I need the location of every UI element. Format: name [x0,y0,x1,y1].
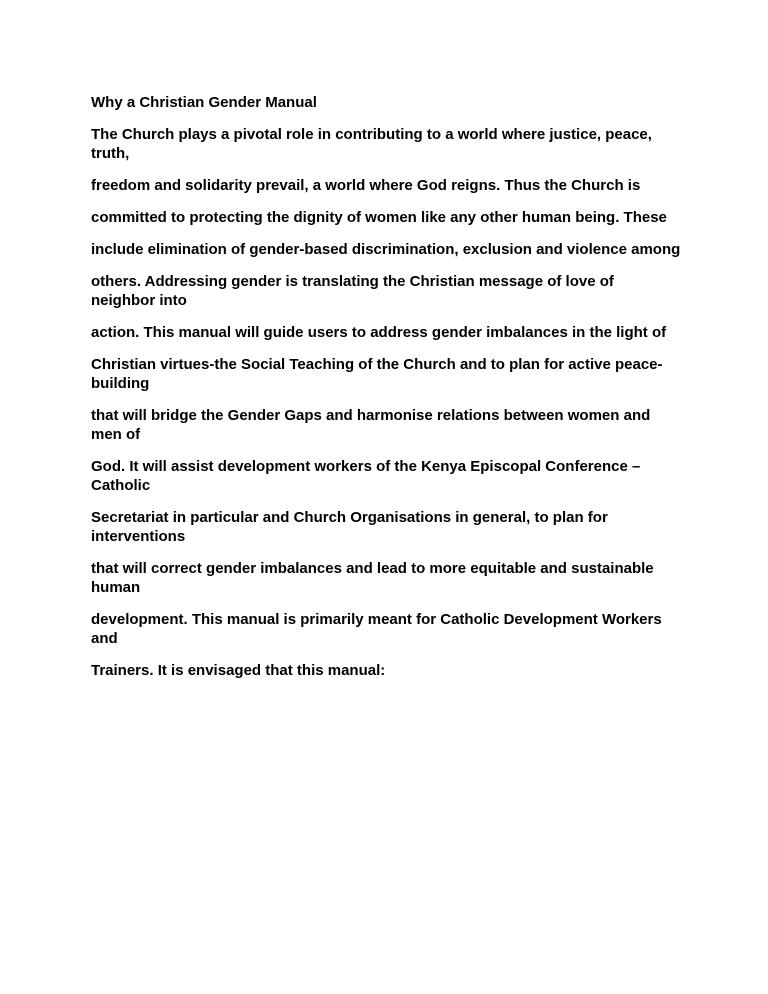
document-heading: Why a Christian Gender Manual [91,94,317,111]
document-line-3: committed to protecting the dignity of women like any other human being. These [91,209,667,226]
document-line-7: Christian virtues-the Social Teaching of the Church and to plan for active peace-building [91,356,663,392]
document-line-1: The Church plays a pivotal role in contributing to a world where justice, peace, truth, [91,126,652,162]
document-line-5: others. Addressing gender is translating the Christian message of love of neighbor into [91,273,614,309]
document-line-6: action. This manual will guide users to address gender imbalances in the light of [91,324,667,341]
document-line-11: that will correct gender imbalances and lead to more equitable and sustainable human [91,560,654,596]
document-line-8: that will bridge the Gender Gaps and harmonise relations between women and men of [91,407,651,443]
document-body [91,93,681,693]
document-line-13: Trainers. It is envisaged that this manual: [91,662,386,679]
document-line-9: God. It will assist development workers of the Kenya Episcopal Conference – Catholic [91,458,641,494]
document-line-10: Secretariat in particular and Church Organisations in general, to plan for interventions [91,509,608,545]
document-line-4: include elimination of gender-based discrimination, exclusion and violence among [91,241,681,258]
document-line-2: freedom and solidarity prevail, a world where God reigns. Thus the Church is [91,177,641,194]
document-line-12: development. This manual is primarily meant for Catholic Development Workers and [91,611,662,647]
